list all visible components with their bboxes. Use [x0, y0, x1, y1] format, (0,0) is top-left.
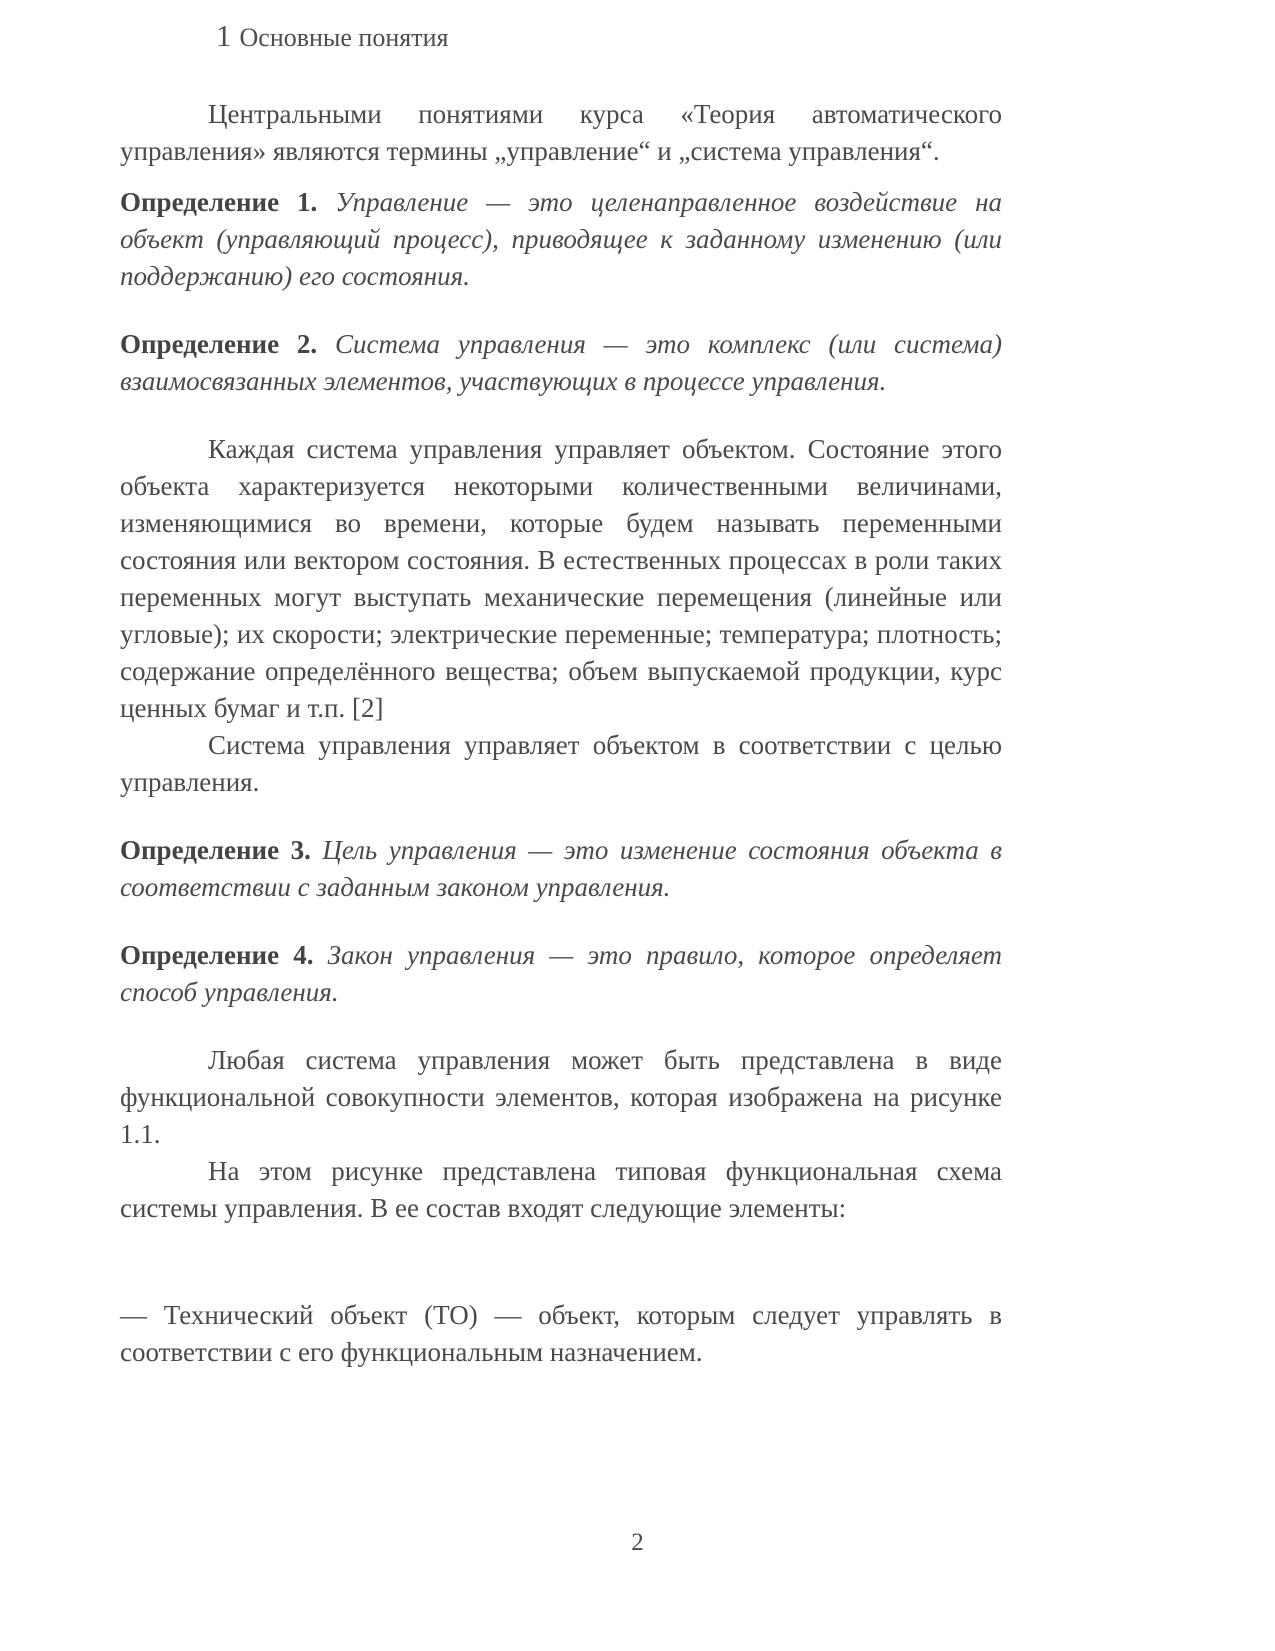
definition-2: [120, 326, 1002, 400]
definition-text: Управление — это целенаправленное воздействие на объект (управляющий процесс), приводящее к заданному изменению (или поддержанию) его состояния.: [120, 187, 1003, 291]
state-text: Каждая система управления управляет объектом. Состояние этого объекта характеризуется некоторыми количественными величинами, изменяющимися во времени, которые будем называть переменными состояния или вектором состояния. В естественных процессах в роли таких переменных могут выступать механические перемещения (линейные или угловые); их скорости; электрические переменные; температура; плотность; содержание определённого вещества; объем выпускаемой продукции, курс ценных бумаг и т.п.: [120, 434, 1002, 723]
section-title: Основные понятия: [239, 23, 449, 52]
definition-text: Закон управления — это правило, которое определяет способ управления.: [120, 940, 1003, 1007]
list-item-technical-object: — Технический объект (ТО) — объект, которым следует управлять в соответствии с его функциональным назначением.: [120, 1300, 1002, 1367]
definition-text: Цель управления — это изменение состояния объекта в соответствии с заданным законом управления.: [120, 835, 1002, 902]
definition-label: Определение 1.: [120, 187, 318, 217]
section-heading: [216, 18, 448, 54]
definition-label: Определение 4.: [120, 940, 314, 970]
definition-text: Система управления — это комплекс (или система) взаимосвязанных элементов, участвующих в процессе управления.: [120, 329, 1003, 396]
page-number: 2: [631, 1529, 644, 1556]
state-paragraph: [120, 431, 1002, 727]
page-content: [120, 96, 1002, 1371]
functional-paragraph: Любая система управления может быть представлена в виде функциональной совокупности элементов, которая изображена на рисунке 1.1.: [120, 1045, 1002, 1149]
goal-paragraph: Система управления управляет объектом в соответствии с целью управления.: [120, 730, 1002, 797]
definition-4: [120, 937, 1002, 1011]
intro-paragraph: Центральными понятиями курса «Теория автоматического управления» являются термины „управление“ и „система управления“.: [120, 99, 1002, 166]
definition-3: [120, 832, 1002, 906]
section-number: 1: [216, 18, 232, 53]
citation-reference: [2]: [351, 693, 384, 723]
definition-label: Определение 3.: [120, 835, 311, 865]
definition-1: [120, 184, 1002, 295]
definition-label: Определение 2.: [120, 329, 318, 359]
scheme-paragraph: На этом рисунке представлена типовая функциональная схема системы управления. В ее состав входят следующие элементы:: [120, 1156, 1002, 1223]
